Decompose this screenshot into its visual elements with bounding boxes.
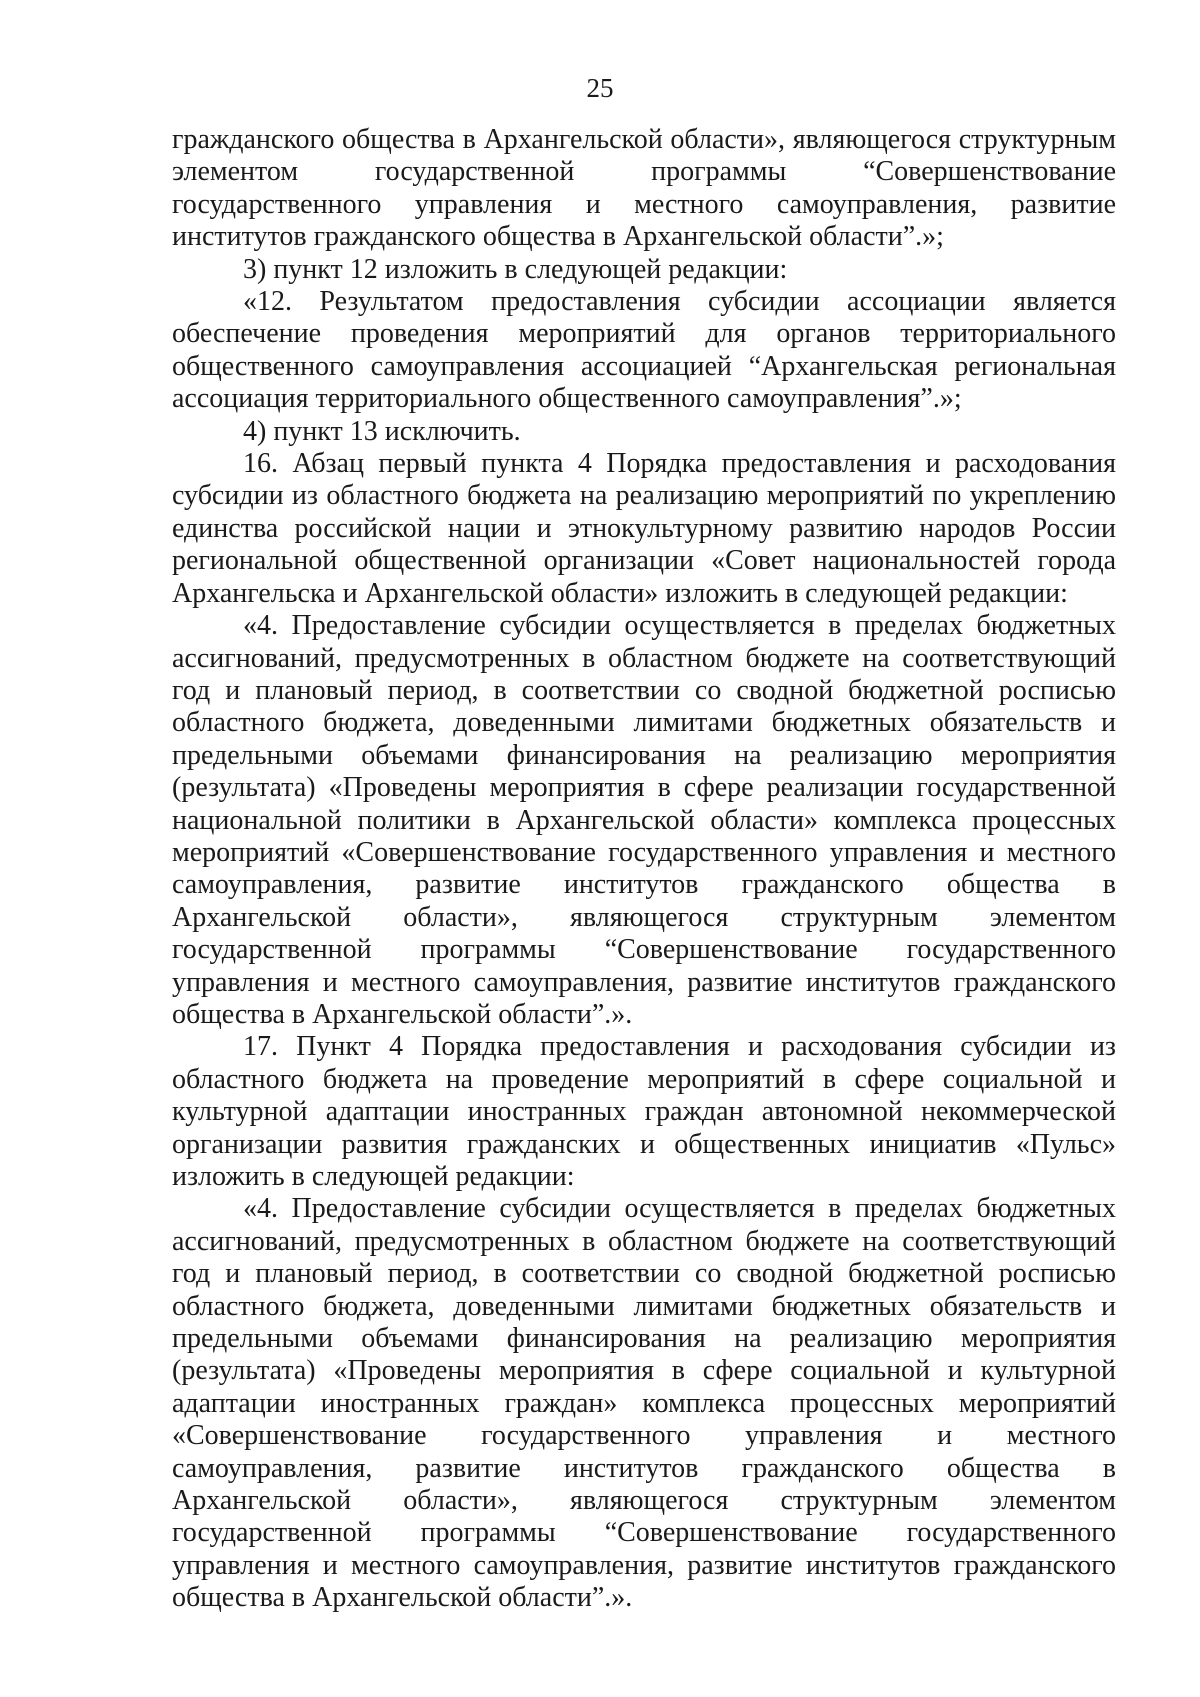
paragraph-section-16: 16. Абзац первый пункта 4 Порядка предоставления и расходования субсидии из областного бюджета на реализацию мероприятий по укреплению единства российской нации и этнокультурному развитию народов России региональной общественной организации «Совет национальностей города Архангельска и Архангельской области» изложить в следующей редакции: [172,448,1116,609]
paragraph-item-4: 4) пункт 13 исключить. [243,415,521,447]
paragraph-item-3: 3) пункт 12 изложить в следующей редакции: [243,253,788,285]
paragraph-quote-point-4-first: «4. Предоставление субсидии осуществляется в пределах бюджетных ассигнований, предусмотренных в областном бюджете на соответствующий год и плановый период, в соответствии со сводной бюджетной росписью областного бюджета, доведенными лимитами бюджетных обязательств и предельными объемами финансирования на реализацию мероприятия (результата) «Проведены мероприятия в сфере реализации государственной национальной политики в Архангельской области» комплекса процессных мероприятий «Совершенствование государственного управления и местного самоуправления, развитие институтов гражданского общества в Архангельской области», являющегося структурным элементом государственной программы “Совершенствование государственного управления и местного самоуправления, развитие институтов гражданского общества в Архангельской области”.». [172,610,1116,1030]
paragraph-point-12: «12. Результатом предоставления субсидии ассоциации является обеспечение проведения мероприятий для органов территориального общественного самоуправления ассоциацией “Архангельская региональная ассоциация территориального общественного самоуправления”.»; [172,286,1116,415]
paragraph-continuation: гражданского общества в Архангельской области», являющегося структурным элементом государственной программы “Совершенствование государственного управления и местного самоуправления, развитие институтов гражданского общества в Архангельской области”.»; [172,124,1116,253]
paragraph-quote-point-4-second: «4. Предоставление субсидии осуществляется в пределах бюджетных ассигнований, предусмотренных в областном бюджете на соответствующий год и плановый период, в соответствии со сводной бюджетной росписью областного бюджета, доведенными лимитами бюджетных обязательств и предельными объемами финансирования на реализацию мероприятия (результата) «Проведены мероприятия в сфере социальной и культурной адаптации иностранных граждан» комплекса процессных мероприятий «Совершенствование государственного управления и местного самоуправления, развитие институтов гражданского общества в Архангельской области», являющегося структурным элементом государственной программы “Совершенствование государственного управления и местного самоуправления, развитие институтов гражданского общества в Архангельской области”.». [172,1193,1116,1614]
page-number: 25 [586,73,614,103]
document-body [172,124,1116,1615]
paragraph-section-17: 17. Пункт 4 Порядка предоставления и расходования субсидии из областного бюджета на проведение мероприятий в сфере социальной и культурной адаптации иностранных граждан автономной некоммерческой организации развития гражданских и общественных инициатив «Пульс» изложить в следующей редакции: [172,1031,1116,1192]
